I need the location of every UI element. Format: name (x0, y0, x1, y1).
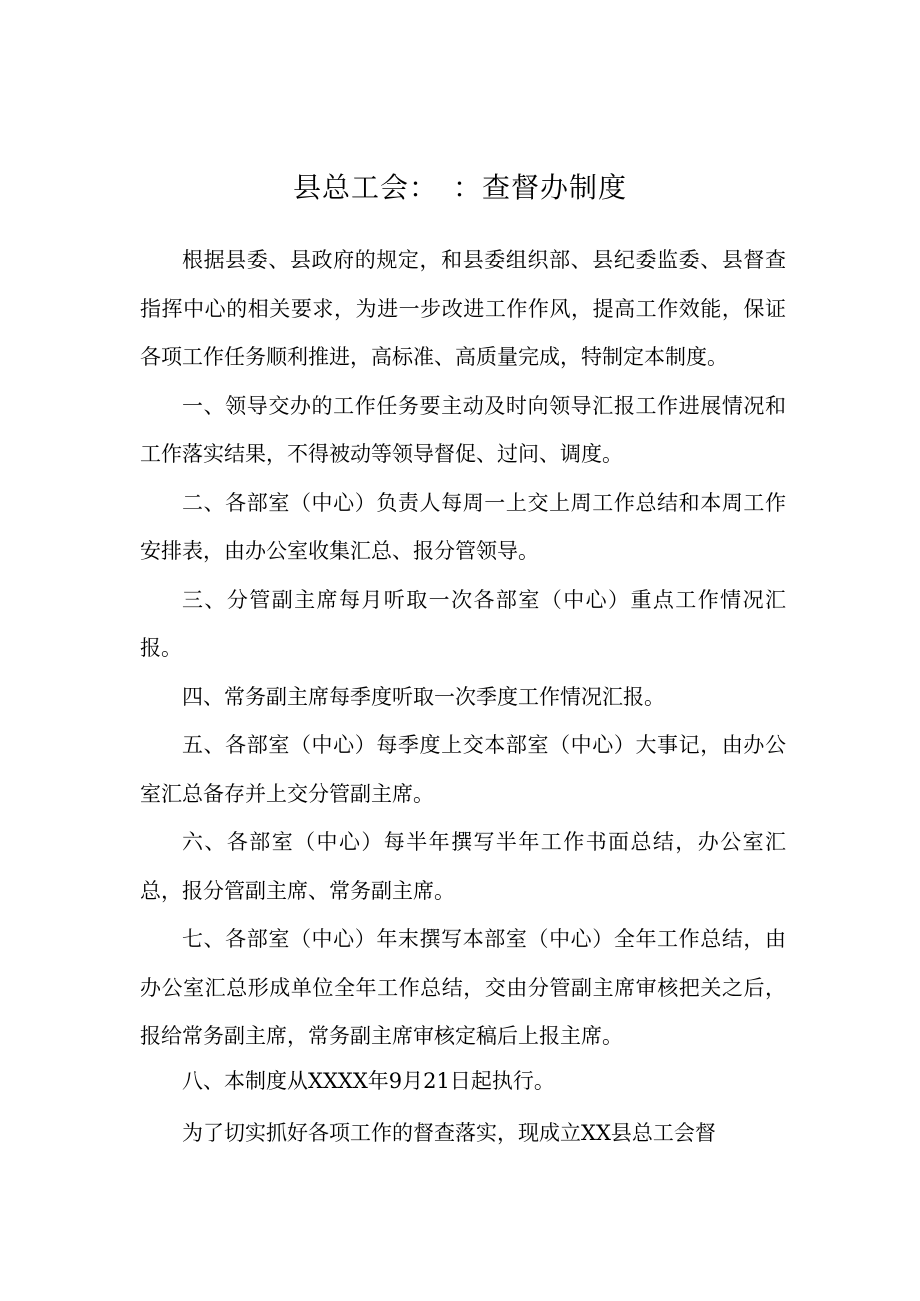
paragraph-item-3: 三、分管副主席每月听取一次各部室（中心）重点工作情况汇报。 (140, 587, 786, 660)
paragraph-item-5: 五、各部室（中心）每季度上交本部室（中心）大事记，由办公室汇总备存并上交分管副主席。 (140, 733, 786, 806)
paragraph-item-8: 八、本制度从XXXX年9月21日起执行。 (182, 1068, 555, 1093)
paragraph-item-1: 一、领导交办的工作任务要主动及时向领导汇报工作进展情况和工作落实结果，不得被动等领导督促、过问、调度。 (140, 393, 786, 466)
paragraph-intro: 根据县委、县政府的规定，和县委组织部、县纪委监委、县督查指挥中心的相关要求，为进一步改进工作作风，提高工作效能，保证各项工作任务顺利推进，高标准、高质量完成，特制定本制度。 (140, 248, 786, 369)
paragraph-closing: 为了切实抓好各项工作的督查落实，现成立XX县总工会督 (182, 1120, 716, 1145)
document-title: 县总工会： ：查督办制度 (292, 171, 627, 204)
paragraph-item-6: 六、各部室（中心）每半年撰写半年工作书面总结，办公室汇总，报分管副主席、常务副主席。 (140, 830, 786, 903)
document-body (140, 236, 786, 1157)
paragraph-item-4: 四、常务副主席每季度听取一次季度工作情况汇报。 (182, 684, 665, 709)
paragraph-item-2: 二、各部室（中心）负责人每周一上交上周工作总结和本周工作安排表，由办公室收集汇总、报分管领导。 (140, 490, 786, 563)
paragraph-item-7: 七、各部室（中心）年末撰写本部室（中心）全年工作总结，由办公室汇总形成单位全年工作总结，交由分管副主席审核把关之后，报给常务副主席，常务副主席审核定稿后上报主席。 (140, 927, 786, 1048)
